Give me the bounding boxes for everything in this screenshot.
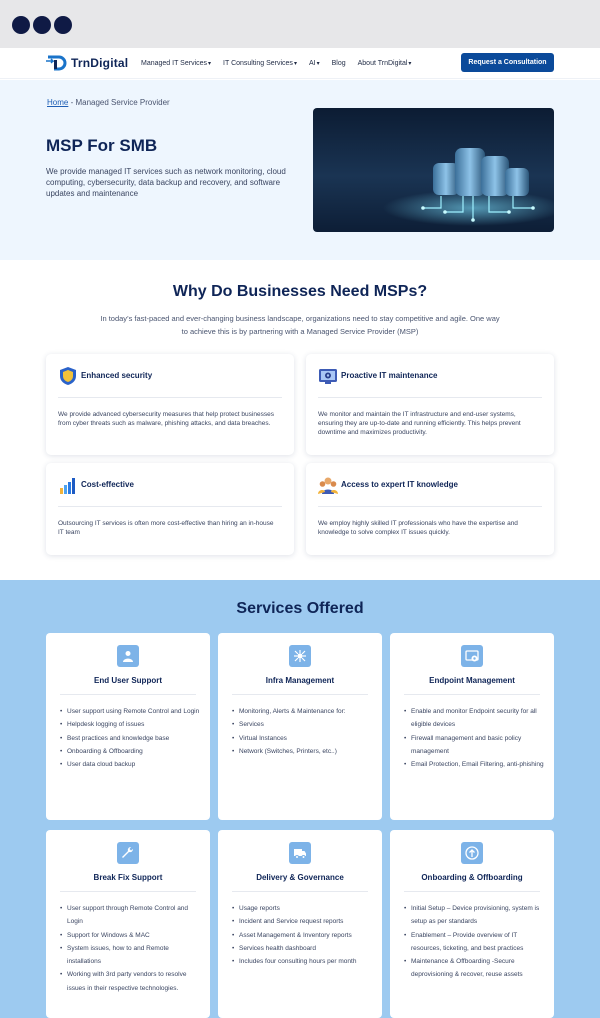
hero-section — [0, 80, 600, 260]
list-item: • Enablement – Provide overview of IT resources, ticketing, and best practices — [404, 929, 544, 956]
nav-managed-it-services[interactable]: Managed IT Services▾ — [141, 60, 212, 67]
list-item: • Support for Windows & MAC — [60, 929, 200, 942]
service-list — [404, 705, 544, 771]
list-item: • User data cloud backup — [60, 758, 200, 771]
list-item: • User support using Remote Control and Login — [60, 705, 200, 718]
list-item: • User support through Remote Control and Login — [60, 902, 200, 929]
service-card-title: Onboarding & Offboarding — [421, 873, 523, 882]
divider — [58, 397, 282, 398]
list-item: • Services health dashboard — [232, 942, 372, 955]
why-section-subtitle: In today’s fast-paced and ever-changing business landscape, organizations need to stay competitive and agile. One way to achieve this is by partnering with a Managed Service Provider (MSP) — [100, 314, 500, 336]
list-item: • Asset Management & Inventory reports — [232, 929, 372, 942]
cloud-illustration — [313, 108, 554, 232]
monitor-gear-icon — [318, 366, 338, 386]
feature-card-title: Access to expert IT knowledge — [341, 480, 458, 489]
divider — [232, 891, 368, 892]
hero-description: We provide managed IT services such as network monitoring, cloud computing, cybersecurity, data backup and recovery, and software updates and maintenance — [46, 167, 286, 198]
team-icon — [318, 475, 338, 495]
feature-card-title: Proactive IT maintenance — [341, 371, 438, 380]
list-item: • Email Protection, Email Filtering, anti-phishing — [404, 758, 544, 771]
list-item: • Network (Switches, Printers, etc..) — [232, 745, 372, 758]
nav-links — [141, 48, 423, 79]
service-card-title: Infra Management — [265, 676, 335, 685]
service-card-onboarding-offboarding — [390, 830, 554, 1018]
window-dot-3[interactable] — [54, 16, 72, 34]
wrench-icon — [117, 842, 139, 864]
feature-card-title: Enhanced security — [81, 371, 153, 380]
services-section — [0, 580, 600, 1018]
divider — [60, 694, 196, 695]
list-item: • Onboarding & Offboarding — [60, 745, 200, 758]
top-navigation — [0, 48, 600, 79]
truck-icon — [289, 842, 311, 864]
list-item: • Initial Setup – Device provisioning, system is setup as per standards — [404, 902, 544, 929]
request-consultation-button[interactable]: Request a Consultation — [461, 53, 554, 72]
logo-text: TrnDigital — [71, 56, 129, 70]
list-item: • Monitoring, Alerts & Maintenance for: — [232, 705, 372, 718]
nav-ai[interactable]: AI▾ — [308, 60, 320, 67]
breadcrumb — [47, 98, 170, 107]
list-item: • System issues, how to and Remote installations — [60, 942, 200, 969]
breadcrumb-current: - Managed Service Provider — [68, 98, 170, 107]
feature-card-text: Outsourcing IT services is often more cost-effective than hiring an in-house IT team — [58, 520, 274, 536]
arrow-up-circle-icon — [461, 842, 483, 864]
divider — [60, 891, 196, 892]
window-dot-1[interactable] — [12, 16, 30, 34]
feature-card-proactive-maintenance — [306, 354, 554, 455]
divider — [318, 397, 542, 398]
nav-blog[interactable]: Blog — [331, 60, 346, 67]
list-item: • Helpdesk logging of issues — [60, 718, 200, 731]
list-item: • Enable and monitor Endpoint security for all eligible devices — [404, 705, 544, 732]
list-item: • Virtual Instances — [232, 732, 372, 745]
user-support-icon — [117, 645, 139, 667]
chevron-down-icon: ▾ — [316, 61, 320, 67]
feature-card-cost-effective — [46, 463, 294, 555]
list-item: • Services — [232, 718, 372, 731]
divider — [404, 891, 540, 892]
service-list — [404, 902, 544, 982]
service-list — [60, 902, 200, 995]
page-title: MSP For SMB — [46, 136, 158, 155]
shield-icon — [58, 366, 78, 386]
feature-card-enhanced-security — [46, 354, 294, 455]
logo[interactable] — [46, 53, 128, 73]
divider — [232, 694, 368, 695]
service-card-title: End User Support — [93, 676, 162, 685]
feature-card-text: We employ highly skilled IT professionals who have the expertise and knowledge to solve complex IT issues quickly. — [318, 520, 518, 536]
chevron-down-icon: ▾ — [208, 61, 212, 67]
service-card-infra-management — [218, 633, 382, 820]
list-item: • Incident and Service request reports — [232, 915, 372, 928]
browser-chrome — [0, 0, 600, 48]
nav-it-consulting-services[interactable]: IT Consulting Services▾ — [223, 60, 297, 67]
feature-card-text: We monitor and maintain the IT infrastructure and end-user systems, ensuring they are up-to-date and running efficiently. This helps prevent downtime and maximizes productivity. — [318, 411, 521, 436]
service-card-break-fix-support — [46, 830, 210, 1018]
list-item: • Firewall management and basic policy management — [404, 732, 544, 759]
service-card-delivery-governance — [218, 830, 382, 1018]
feature-card-expert-knowledge — [306, 463, 554, 555]
network-icon — [289, 645, 311, 667]
list-item: • Includes four consulting hours per month — [232, 955, 372, 968]
list-item: • Usage reports — [232, 902, 372, 915]
feature-card-title: Cost-effective — [81, 480, 134, 489]
services-title: Services Offered — [236, 600, 364, 617]
list-item: • Working with 3rd party vendors to resolve issues in their respective technologies. — [60, 968, 200, 995]
chevron-down-icon: ▾ — [408, 61, 412, 67]
service-card-title: Endpoint Management — [429, 676, 515, 685]
breadcrumb-home-link[interactable]: Home — [47, 98, 69, 107]
bar-chart-icon — [58, 475, 78, 495]
service-list — [60, 705, 200, 771]
list-item: • Best practices and knowledge base — [60, 732, 200, 745]
window-dot-2[interactable] — [33, 16, 51, 34]
divider — [318, 506, 542, 507]
service-list — [232, 705, 372, 758]
cloud-server-image — [313, 108, 554, 232]
logo-icon — [46, 55, 68, 71]
feature-card-text: We provide advanced cybersecurity measures that help protect businesses from cyber threats such as malware, phishing attacks, and data breaches. — [58, 411, 274, 427]
service-list — [232, 902, 372, 968]
service-card-end-user-support — [46, 633, 210, 820]
nav-about[interactable]: About TrnDigital▾ — [357, 60, 412, 67]
list-item: • Maintenance & Offboarding -Secure deprovisioning & recover, reuse assets — [404, 955, 544, 982]
endpoint-icon — [461, 645, 483, 667]
service-card-title: Break Fix Support — [93, 873, 163, 882]
service-card-title: Delivery & Governance — [256, 873, 344, 882]
chevron-down-icon: ▾ — [293, 61, 297, 67]
service-card-endpoint-management — [390, 633, 554, 820]
why-section-title: Why Do Businesses Need MSPs? — [172, 283, 428, 300]
divider — [404, 694, 540, 695]
divider — [58, 506, 282, 507]
